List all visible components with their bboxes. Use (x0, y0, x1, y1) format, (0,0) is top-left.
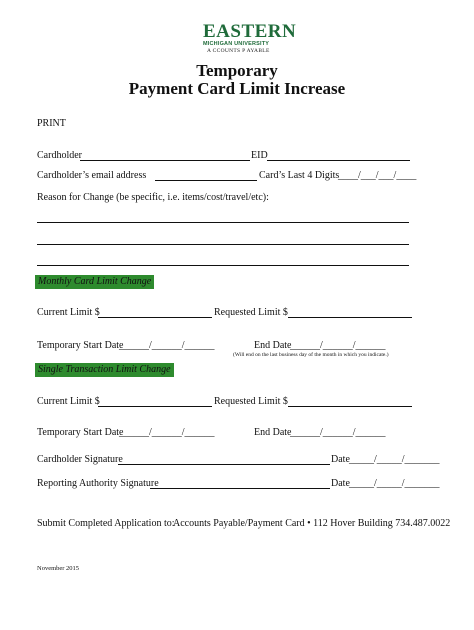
email-label: Cardholder’s email address (37, 170, 147, 181)
single-start-date-field[interactable]: ______/______/______ (119, 427, 215, 438)
authority-signature-label: Reporting Authority Signature (37, 478, 159, 489)
revision-date: November 2015 (37, 565, 80, 572)
monthly-end-date-label: End Date (254, 340, 292, 351)
eid-field[interactable] (267, 160, 410, 161)
submit-destination: Accounts Payable/Payment Card • 112 Hover Building 734.487.0022 (173, 518, 451, 529)
cardholder-field[interactable] (80, 160, 250, 161)
authority-signature-field[interactable] (150, 488, 330, 489)
monthly-start-date-field[interactable]: ______/______/______ (119, 340, 215, 351)
single-current-limit-field[interactable] (98, 406, 212, 407)
single-start-date-label: Temporary Start Date (37, 427, 124, 438)
single-section-heading: Single Transaction Limit Change (35, 363, 174, 377)
cardholder-signature-date-field[interactable]: _____/_____/_______ (349, 454, 440, 465)
single-requested-limit-label: Requested Limit $ (214, 396, 288, 407)
single-current-limit-label: Current Limit $ (37, 396, 100, 407)
monthly-requested-limit-label: Requested Limit $ (214, 307, 288, 318)
monthly-section-heading: Monthly Card Limit Change (35, 275, 154, 289)
logo-department: A CCOUNTS P AYABLE (207, 48, 270, 54)
single-end-date-field[interactable]: ______/______/______ (290, 427, 386, 438)
single-end-date-label: End Date (254, 427, 292, 438)
last4-field[interactable]: ____/___/___/____ (338, 170, 417, 181)
print-label: PRINT (37, 118, 66, 129)
monthly-requested-limit-field[interactable] (288, 317, 412, 318)
single-requested-limit-field[interactable] (288, 406, 412, 407)
last4-label: Card’s Last 4 Digits (259, 170, 340, 181)
cardholder-label: Cardholder (37, 150, 82, 161)
eid-label: EID (251, 150, 268, 161)
page-title-line1: Temporary (196, 61, 278, 80)
logo-wordmark: EASTERN (203, 21, 297, 42)
reason-line-1[interactable] (37, 222, 409, 223)
submit-label: Submit Completed Application to: (37, 518, 175, 529)
monthly-current-limit-label: Current Limit $ (37, 307, 100, 318)
cardholder-signature-label: Cardholder Signature (37, 454, 123, 465)
reason-label: Reason for Change (be specific, i.e. items/cost/travel/etc): (37, 192, 269, 203)
monthly-start-date-label: Temporary Start Date (37, 340, 124, 351)
monthly-end-date-field[interactable]: ______/______/______ (290, 340, 386, 351)
monthly-end-note: (Will end on the last business day of the month in which you indicate.) (233, 352, 389, 358)
reason-line-3[interactable] (37, 265, 409, 266)
monthly-current-limit-field[interactable] (98, 317, 212, 318)
cardholder-signature-field[interactable] (118, 464, 330, 465)
email-field[interactable] (155, 180, 257, 181)
page-title-line2: Payment Card Limit Increase (128, 79, 346, 98)
authority-signature-date-label: Date (331, 478, 350, 489)
logo-university: MICHIGAN UNIVERSITY (203, 41, 270, 47)
authority-signature-date-field[interactable]: _____/_____/_______ (349, 478, 440, 489)
reason-line-2[interactable] (37, 244, 409, 245)
cardholder-signature-date-label: Date (331, 454, 350, 465)
